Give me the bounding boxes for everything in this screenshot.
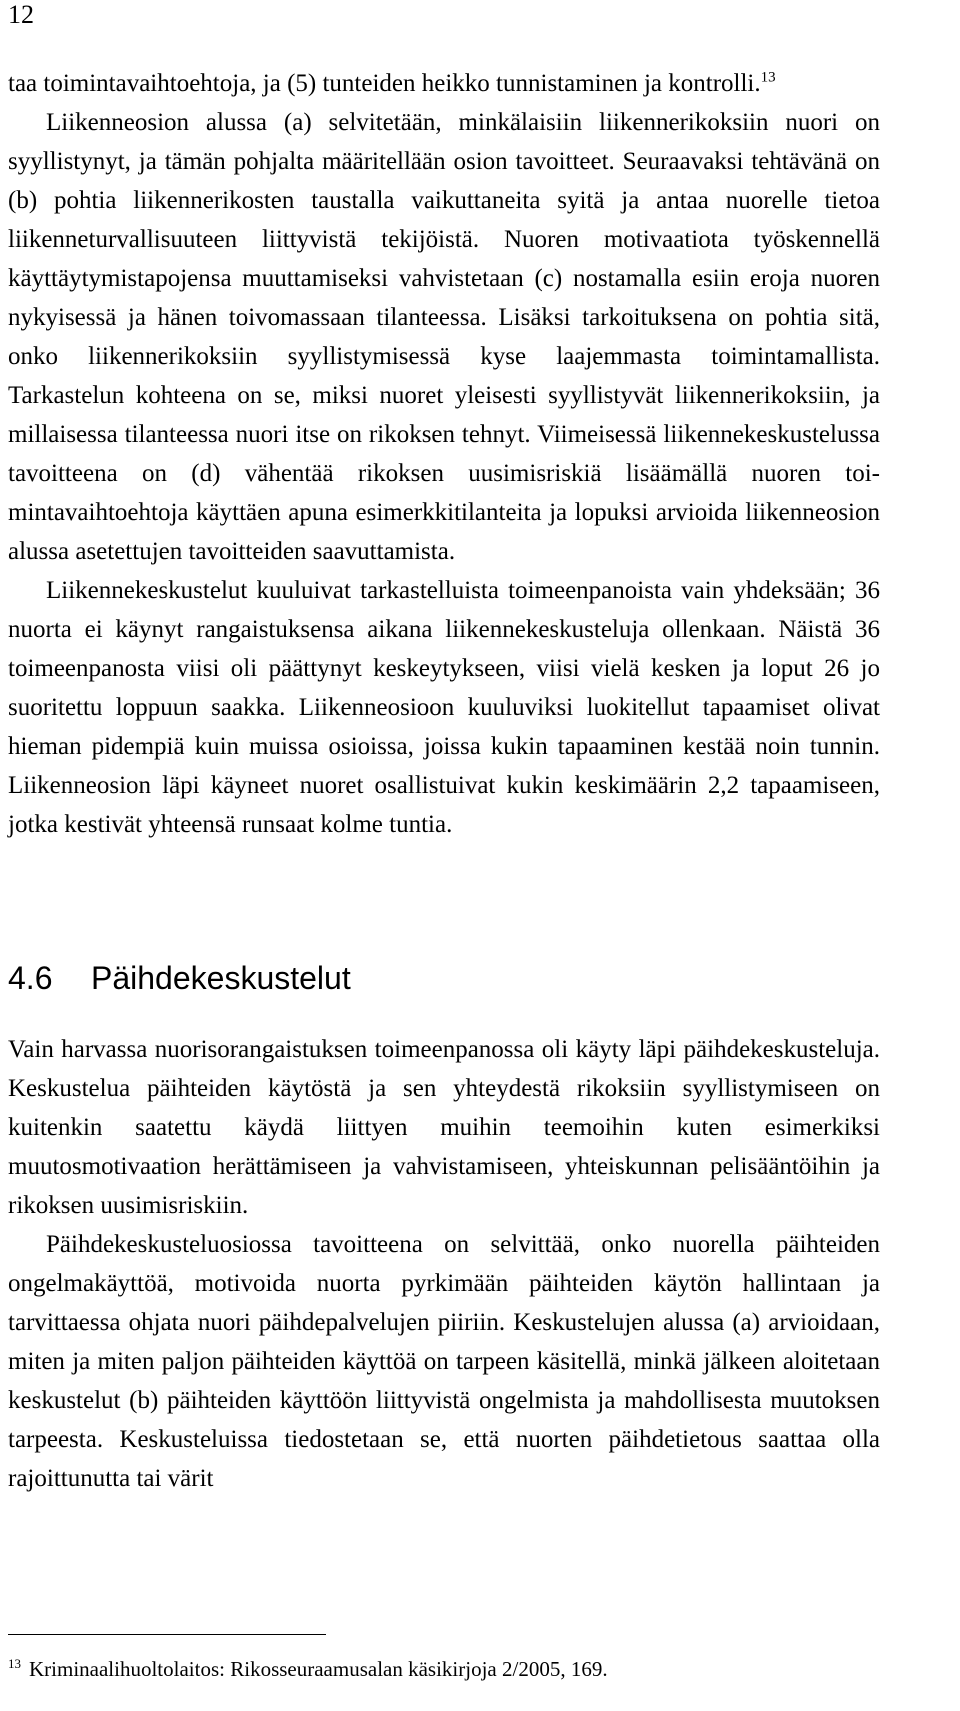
paragraph-traffic-section: Liikenneosion alussa (a) selvitetään, minkälaisiin liikennerikoksiin nuori on syyllistynyt, ja tämän pohjalta määritellään osion tavoitteet. Seuraavaksi tehtävänä on (b) pohtia liikennerikosten taustalla vaikuttaneita syitä ja antaa nuorelle tietoa liikenneturvallisuuteen liittyvistä tekijöistä. Nuoren motivaatiota työskennellä käyttäytymistapojensa muuttamiseksi vahvistetaan (c) nostamalla esiin eroja nuoren nykyisessä ja hänen toivomassaan tilanteessa. Lisäksi tarkoituksena on pohtia sitä, onko liikennerikoksiin syyllistymisessä kyse laajemmasta toimintamallista. Tarkastelun kohteena on se, miksi nuoret yleisesti syyllistyvät liikennerikoksiin, ja millaisessa tilanteessa nuori itse on rikoksen tehnyt. Viimeisessä liikennekeskustelussa tavoitteena on (d) vähentää rikoksen uusimisriskiä lisäämällä nuoren toimintavaihtoehtoja käyttäen apuna esimerkkitilanteita ja lopuksi arvioida liikenneosion alussa asetettujen tavoitteiden saavuttamista. bbox=[8, 109, 880, 565]
paragraph-traffic-discussions: Liikennekeskustelut kuuluivat tarkastelluista toimeenpanoista vain yhdeksään; 36 nuorta ei käynyt rangaistuksensa aikana liikennekeskusteluja ollenkaan. Näistä 36 toimeenpanosta viisi oli päättynyt keskeytykseen, viisi vielä kesken ja loput 26 jo suoritettu loppuun saakka. Liikenneosioon kuuluviksi luokitellut tapaamiset olivat hieman pidempiä kuin muissa osioissa, joissa kukin tapaaminen kestää noin tunnin. Liikenneosion läpi käyneet nuoret osallistuivat kukin keskimäärin 2,2 tapaamiseen, jotka kestivät yhteensä runsaat kolme tuntia. bbox=[8, 577, 880, 838]
body-text-lower bbox=[8, 1030, 880, 1498]
paragraph-text: taa toimintavaihtoehtoja, ja (5) tunteiden heikko tunnistaminen ja kontrolli. bbox=[8, 70, 761, 97]
section-heading bbox=[8, 958, 351, 998]
footnote bbox=[8, 1654, 880, 1684]
section-number: 4.6 bbox=[8, 960, 53, 996]
section-title: Päihdekeskustelut bbox=[91, 960, 351, 996]
page-number: 12 bbox=[8, 0, 34, 29]
footnote-divider bbox=[8, 1634, 326, 1635]
footnote-reference: 13 bbox=[760, 69, 776, 86]
paragraph-substance-section: Päihdekeskusteluosiossa tavoitteena on selvittää, onko nuorella päihteiden ongelmakäyttöä, motivoida nuorta pyrkimään päihteiden käytön hallintaan ja tarvittaessa ohjata nuori päihdepalvelujen piiriin. Keskustelujen alussa (a) arvioidaan, miten ja miten paljon päihteiden käyttöä on tarpeen käsitellä, minkä jälkeen aloitetaan keskustelut (b) päihteiden käyttöön liittyvistä ongelmista ja mahdollisesta muutoksen tarpeesta. Keskusteluissa tiedostetaan se, että nuorten päihdetietous saattaa olla rajoittunutta tai värit bbox=[8, 1231, 880, 1492]
paragraph-continuation bbox=[8, 64, 880, 103]
paragraph-substance-intro: Vain harvassa nuorisorangaistuksen toimeenpanossa oli käyty läpi päihdekeskusteluja. Keskustelua päihteiden käytöstä ja sen yhteydestä rikoksiin syyllistymiseen on kuitenkin saatettu käydä liittyen muihin teemoihin kuten esimerkiksi muutosmotivaation herättämiseen ja vahvistamiseen, yhteiskunnan pelisääntöihin ja rikoksen uusimisriskiin. bbox=[8, 1036, 880, 1219]
footnote-text: Kriminaalihuoltolaitos: Rikosseuraamusalan käsikirjoja 2/2005, 169. bbox=[29, 1657, 608, 1681]
body-text-upper bbox=[8, 64, 880, 844]
footnote-number: 13 bbox=[8, 1656, 21, 1671]
